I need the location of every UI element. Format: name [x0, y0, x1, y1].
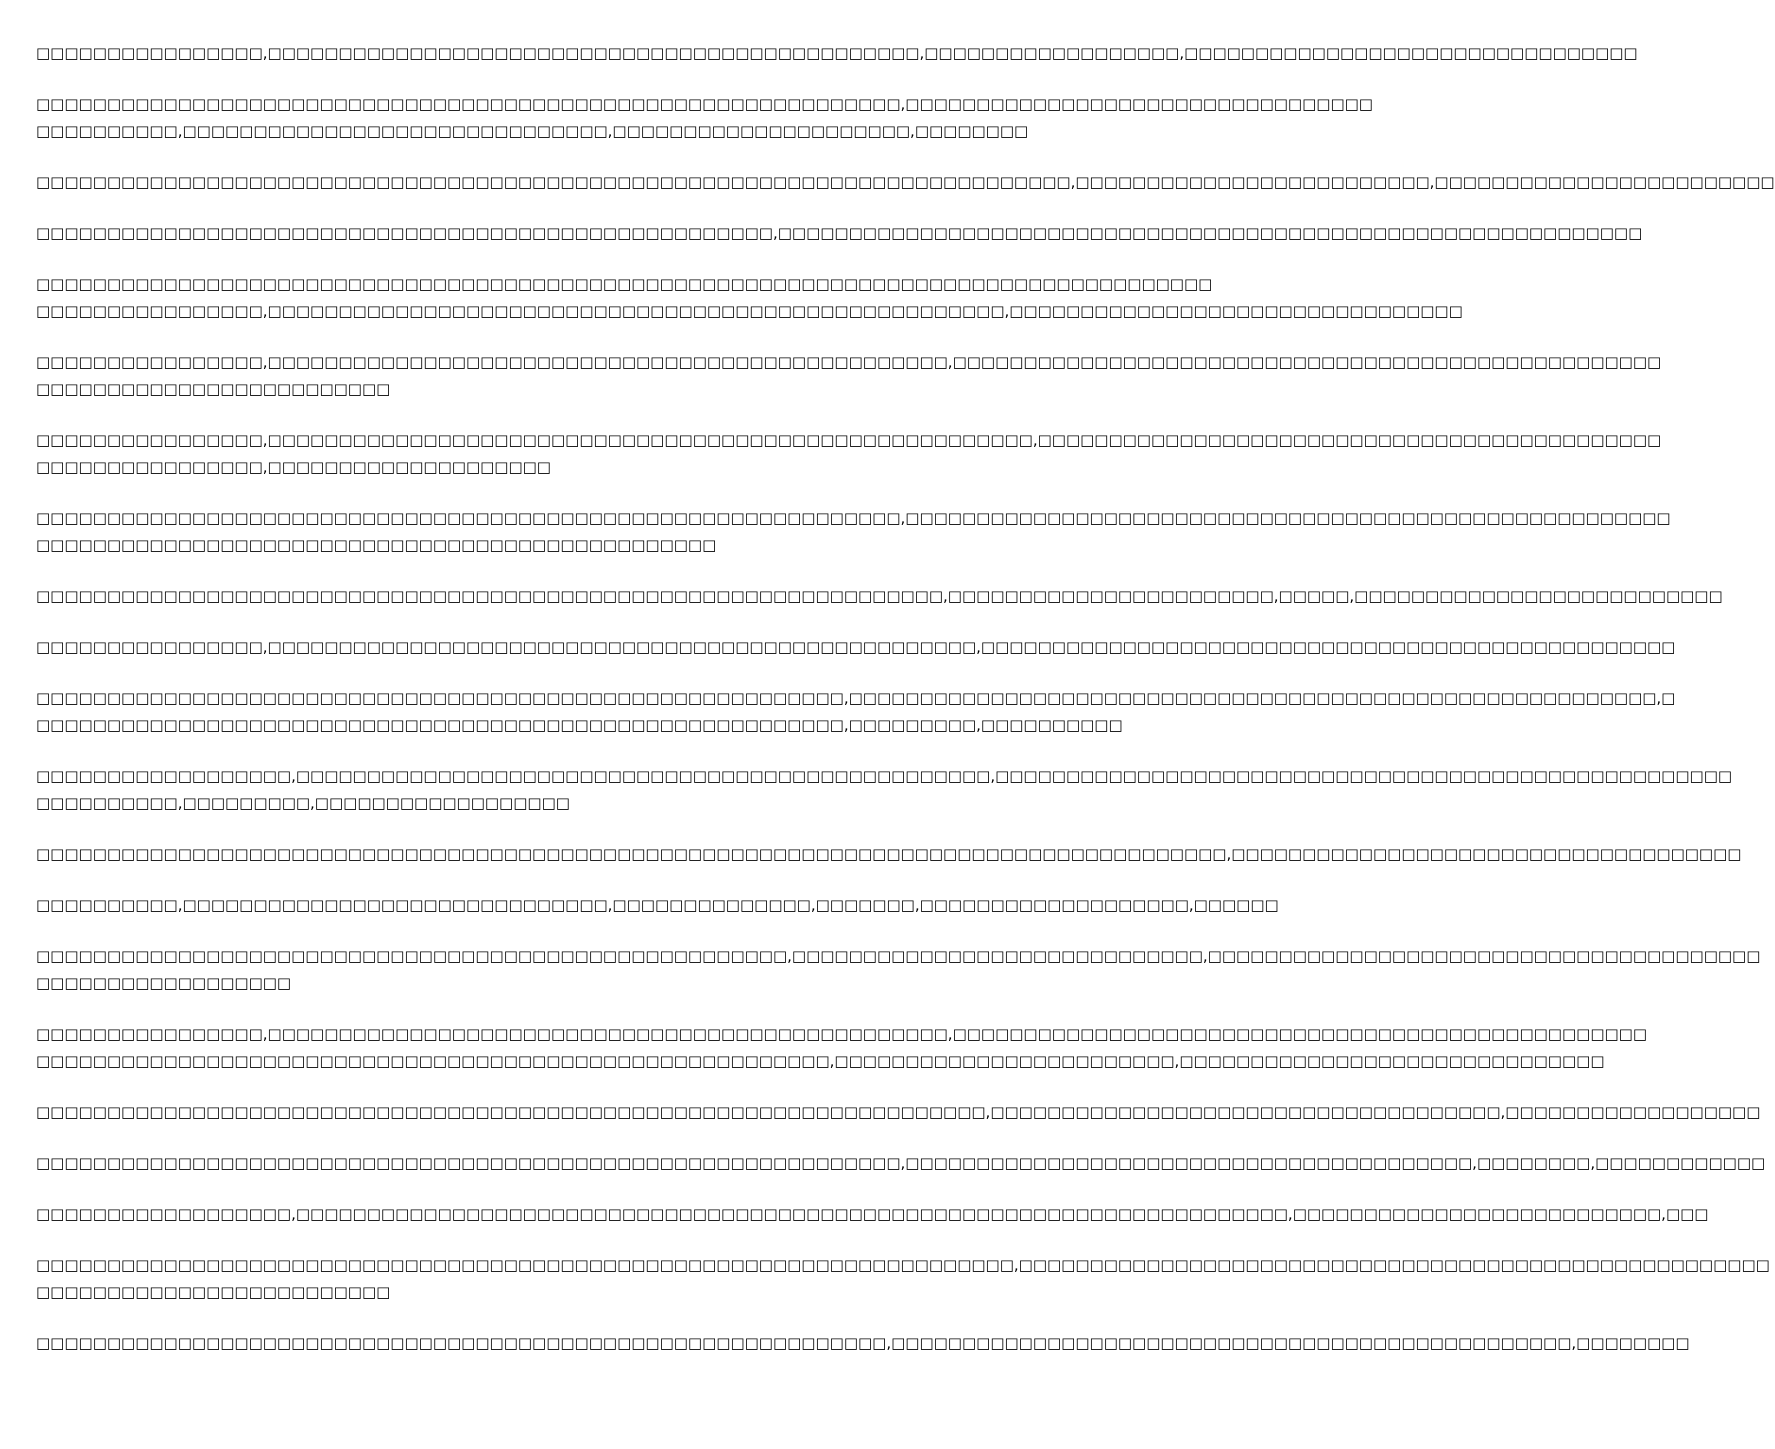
paragraph: [36, 1150, 1766, 1177]
paragraph: [36, 271, 1463, 325]
paragraph: [36, 427, 1662, 481]
paragraph: [36, 634, 1676, 661]
text-line: □□□□□□□□□□□□□□□□□□□□□□□□□□□□□□□□□□□□□□□□□□□□□□□□□□□□□□□□□,□□□□□□□□□,□□□□□□□□□□: [36, 716, 1123, 734]
paragraph: [36, 40, 1638, 67]
paragraph: [36, 1252, 1770, 1306]
text-line: □□□□□□□□□□□□□□□□,□□□□□□□□□□□□□□□□□□□□□□□□□□□□□□□□□□□□□□□□□□□□□□□□□□□□,□□□□□□□□□□□□□□□□□□□□□□□□□□□□□□□□: [36, 302, 1463, 320]
text-line: □□□□□□□□□□,□□□□□□□□□□□□□□□□□□□□□□□□□□□□□□,□□□□□□□□□□□□□□□□□□□□□,□□□□□□□□: [36, 122, 1029, 140]
paragraph: [36, 943, 1761, 997]
paragraph: [36, 892, 1279, 919]
text-line: □□□□□□□□□□□□□□□□□□□□□□□□□□□□□□□□□□□□□□□□□□□□□□□□□□□□□□□□□□□□□□□□□□□□□□□□□□□□□□□□□□□: [36, 275, 1213, 293]
text-line: □□□□□□□□□□□□□□□□□□□□□□□□□□□□□□□□□□□□□□□□□□□□□□□□□□□□□□□□□□□□□,□□□□□□□□□□□□□□□□□□□□□□□□□□□□□□□□□: [36, 95, 1373, 113]
text-line: □□□□□□□□□□,□□□□□□□□□□□□□□□□□□□□□□□□□□□□□□,□□□□□□□□□□□□□□,□□□□□□□,□□□□□□□□□□□□□□□□□□□,□□□□□□: [36, 896, 1279, 914]
paragraph: [36, 685, 1676, 739]
paragraph: [36, 220, 1643, 247]
text-line: □□□□□□□□□□□□□□□□□□,□□□□□□□□□□□□□□□□□□□□□□□□□□□□□□□□□□□□□□□□□□□□□□□□□□□□□□□□□□□□□□□□□□□□□□,□□□□□□□□□□□□□□□□□□□□□□□□□□,□□□: [36, 1205, 1709, 1223]
paragraph: [36, 91, 1373, 145]
text-line: □□□□□□□□□□□□□□□□□□□□□□□□□□□□□□□□□□□□□□□□□□□□□□□□□□□□,□□□□□□□□□□□□□□□□□□□□□□□□□□□□□□□□□□□□□□□□□□□□□□□□□□□□□□□□□□□□□: [36, 224, 1643, 242]
text-line: □□□□□□□□□□□□□□□□,□□□□□□□□□□□□□□□□□□□□□□□□□□□□□□□□□□□□□□□□□□□□□□□□□□□□□□,□□□□□□□□□□□□□□□□□□□□□□□□□□□□□□□□□□□□□□□□□□□□: [36, 431, 1662, 449]
text-line: □□□□□□□□□□□□□□□□□□□□□□□□□□□□□□□□□□□□□□□□□□□□□□□□□□□□□□□□□□□□□□□□□□□□□□□□□□□□□□□□□□□□,□□□□□□□□□□□□□□□□□□□□□□□□□□□□□□□□□□□□: [36, 845, 1742, 863]
text-line: □□□□□□□□□□□□□□□□,□□□□□□□□□□□□□□□□□□□□□□□□□□□□□□□□□□□□□□□□□□□□□□,□□□□□□□□□□□□□□□□□□,□□□□□□□□□□□□□□□□□□□□□□□□□□□□□□□□: [36, 44, 1638, 62]
text-line: □□□□□□□□□□□□□□□□□□□□□□□□□□□□□□□□□□□□□□□□□□□□□□□□: [36, 536, 717, 554]
text-line: □□□□□□□□□□□□□□□□□□□□□□□□□□□□□□□□□□□□□□□□□□□□□□□□□□□□□,□□□□□□□□□□□□□□□□□□□□□□□□□□□□□,□□□□□□□□□□□□□□□□□□□□□□□□□□□□□□□□□□□□□□□: [36, 947, 1761, 965]
text-line: □□□□□□□□□□□□□□□□□□□□□□□□□□□□□□□□□□□□□□□□□□□□□□□□□□□□□□□□□□□□□□□□□□□□□,□□□□□□□□□□□□□□□□□□□□□□□□□□□□□□□□□□□□□□□□□□□□□□□□□□□□□: [36, 1256, 1770, 1274]
paragraph: [36, 1099, 1761, 1126]
text-line: □□□□□□□□□□□□□□□□□□: [36, 974, 292, 992]
text-line: □□□□□□□□□□□□□□□□□□□□□□□□□□□□□□□□□□□□□□□□□□□□□□□□□□□□□□□□□□□□□□□□,□□□□□□□□□□□□□□□□□□□□□□□,□□□□□,□□□□□□□□□□□□□□□□□□□□□□□□□□: [36, 587, 1723, 605]
text-line: □□□□□□□□□□□□□□□□,□□□□□□□□□□□□□□□□□□□□□□□□□□□□□□□□□□□□□□□□□□□□□□□□□□,□□□□□□□□□□□□□□□□□□□□□□□□□□□□□□□□□□□□□□□□□□□□□□□□□: [36, 638, 1676, 656]
text-line: □□□□□□□□□□□□□□□□□□□□□□□□□□□□□□□□□□□□□□□□□□□□□□□□□□□□□□□□□□□□□,□□□□□□□□□□□□□□□□□□□□□□□□□□□□□□□□□□□□□□□□□□□□□□□□□□□□□□: [36, 509, 1671, 527]
text-line: □□□□□□□□□□□□□□□□□□□□□□□□□: [36, 1283, 391, 1301]
text-line: □□□□□□□□□□□□□□□□,□□□□□□□□□□□□□□□□□□□□□□□□□□□□□□□□□□□□□□□□□□□□□□□□,□□□□□□□□□□□□□□□□□□□□□□□□□□□□□□□□□□□□□□□□□□□□□□□□□□: [36, 353, 1662, 371]
text-line: □□□□□□□□□□□□□□□□,□□□□□□□□□□□□□□□□□□□□: [36, 458, 551, 476]
document-body: [36, 40, 1775, 1381]
paragraph: [36, 505, 1671, 559]
text-line: □□□□□□□□□□□□□□□□,□□□□□□□□□□□□□□□□□□□□□□□□□□□□□□□□□□□□□□□□□□□□□□□□,□□□□□□□□□□□□□□□□□□□□□□□□□□□□□□□□□□□□□□□□□□□□□□□□□: [36, 1025, 1648, 1043]
paragraph: [36, 583, 1723, 610]
paragraph: [36, 841, 1742, 868]
paragraph: [36, 169, 1775, 196]
text-line: □□□□□□□□□□,□□□□□□□□□,□□□□□□□□□□□□□□□□□□: [36, 794, 570, 812]
paragraph: [36, 1021, 1648, 1075]
text-line: □□□□□□□□□□□□□□□□□□,□□□□□□□□□□□□□□□□□□□□□□□□□□□□□□□□□□□□□□□□□□□□□□□□□,□□□□□□□□□□□□□□□□□□□□□□□□□□□□□□□□□□□□□□□□□□□□□□□□□□□□: [36, 767, 1733, 785]
paragraph: [36, 1201, 1709, 1228]
text-line: □□□□□□□□□□□□□□□□□□□□□□□□□□□□□□□□□□□□□□□□□□□□□□□□□□□□□□□□□□□□□□□□□□□,□□□□□□□□□□□□□□□□□□□□□□□□□□□□□□□□□□□□,□□□□□□□□□□□□□□□□□□: [36, 1103, 1761, 1121]
text-line: □□□□□□□□□□□□□□□□□□□□□□□□□□□□□□□□□□□□□□□□□□□□□□□□□□□□□□□□□,□□□□□□□□□□□□□□□□□□□□□□□□□□□□□□□□□□□□□□□□□□□□□□□□□□□□□□□□□,□: [36, 689, 1676, 707]
text-line: □□□□□□□□□□□□□□□□□□□□□□□□□□□□□□□□□□□□□□□□□□□□□□□□□□□□□□□□□□□□,□□□□□□□□□□□□□□□□□□□□□□□□□□□□□□□□□□□□□□□□□□□□□□□□,□□□□□□□□: [36, 1334, 1690, 1352]
text-line: □□□□□□□□□□□□□□□□□□□□□□□□□□□□□□□□□□□□□□□□□□□□□□□□□□□□□□□□□□□□□□□□□□□□□□□□□,□□□□□□□□□□□□□□□□□□□□□□□□□,□□□□□□□□□□□□□□□□□□□□□□□□: [36, 173, 1775, 191]
text-line: □□□□□□□□□□□□□□□□□□□□□□□□□□□□□□□□□□□□□□□□□□□□□□□□□□□□□□□□□□□□□,□□□□□□□□□□□□□□□□□□□□□□□□□□□□□□□□□□□□□□□□,□□□□□□□□,□□□□□□□□□□□□: [36, 1154, 1766, 1172]
text-line: □□□□□□□□□□□□□□□□□□□□□□□□□□□□□□□□□□□□□□□□□□□□□□□□□□□□□□□□,□□□□□□□□□□□□□□□□□□□□□□□□,□□□□□□□□□□□□□□□□□□□□□□□□□□□□□□: [36, 1052, 1605, 1070]
paragraph: [36, 349, 1662, 403]
paragraph: [36, 1330, 1690, 1357]
text-line: □□□□□□□□□□□□□□□□□□□□□□□□□: [36, 380, 391, 398]
paragraph: [36, 763, 1733, 817]
